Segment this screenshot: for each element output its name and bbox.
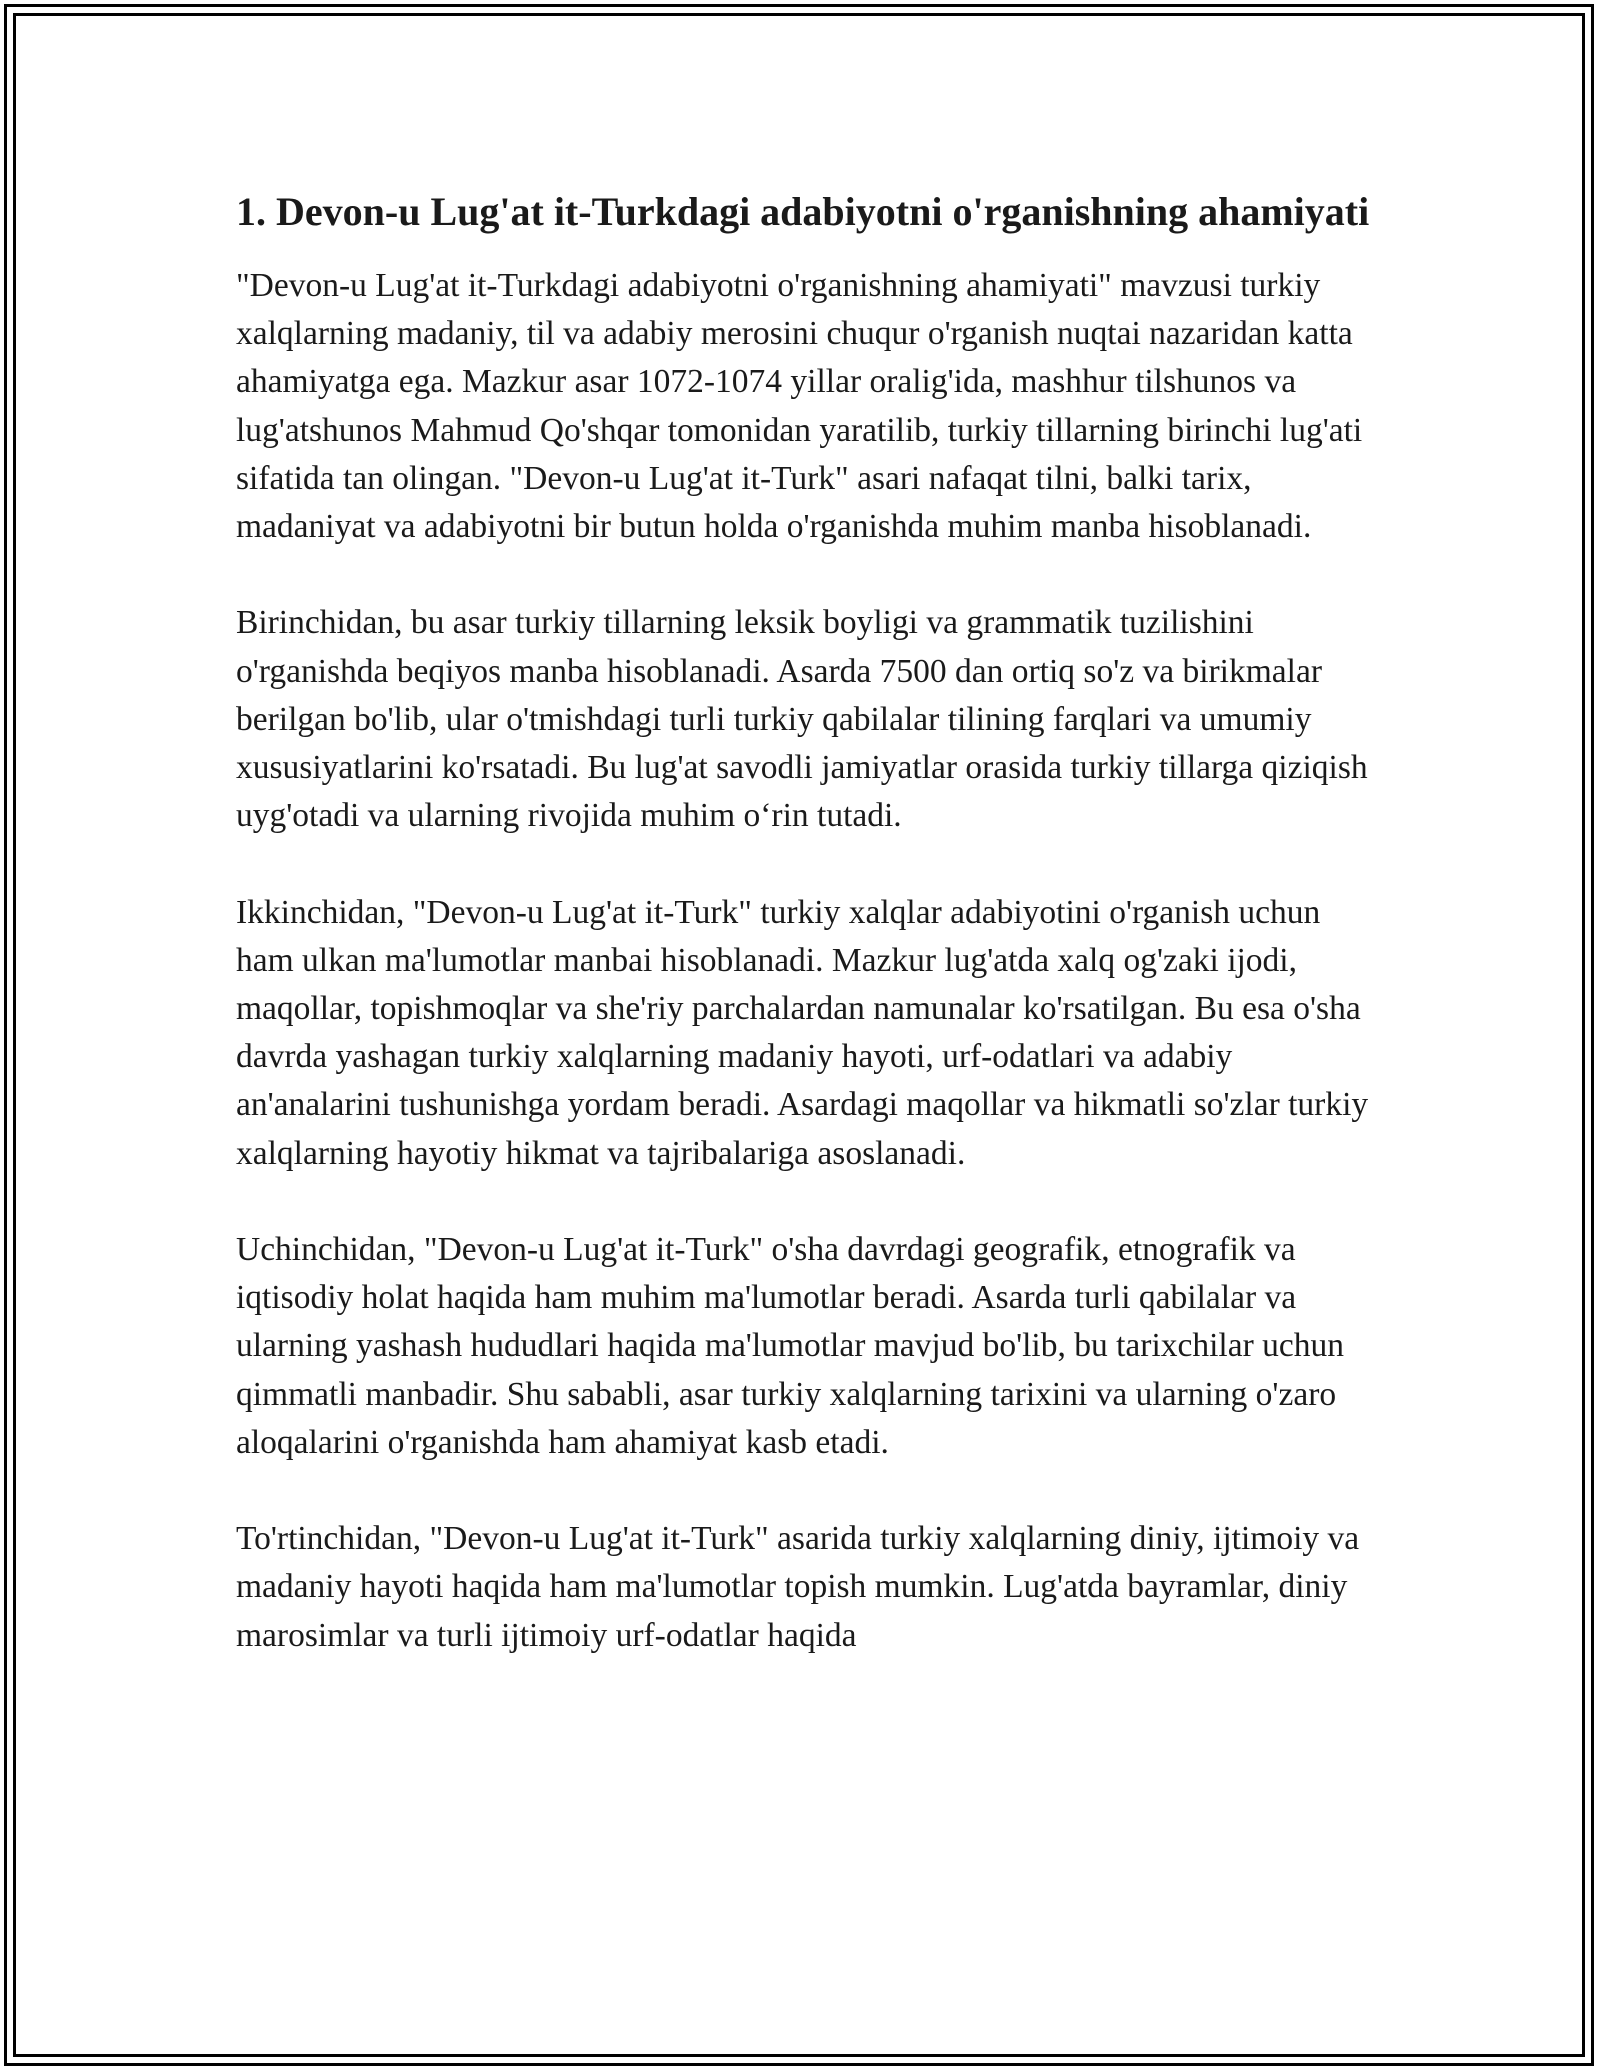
paragraph-third-point: Uchinchidan, "Devon-u Lug'at it-Turk" o'sha davrdagi geografik, etnografik va iqtisodiy holat haqida ham muhim ma'lumotlar beradi. Asarda turli qabilalar va ularning yashash hududlari haqida ma'lumotlar mavjud bo'lib, bu tarixchilar uchun qimmatli manbadir. Shu sababli, asar turkiy xalqlarning tarixini va ularning o'zaro aloqalarini o'rganishda ham ahamiyat kasb etadi. <box>236 1231 1345 1461</box>
paragraph-first-point: Birinchidan, bu asar turkiy tillarning leksik boyligi va grammatik tuzilishini o'rganishda beqiyos manba hisoblanadi. Asarda 7500 dan ortiq so'z va birikmalar berilgan bo'lib, ular o'tmishdagi turli turkiy qabilalar tilining farqlari va umumiy xususiyatlarini ko'rsatadi. Bu lug'at savodli jamiyatlar orasida turkiy tillarga qiziqish uyg'otadi va ularning rivojida muhim o‘rin tutadi. <box>236 604 1368 835</box>
paragraph-intro: "Devon-u Lug'at it-Turkdagi adabiyotni o'rganishning ahamiyati" mavzusi turkiy xalqlarning madaniy, til va adabiy merosini chuqur o'rganish nuqtai nazaridan katta ahamiyatga ega. Mazkur asar 1072-1074 yillar oralig'ida, mashhur tilshunos va lug'atshunos Mahmud Qo'shqar tomonidan yaratilib, turkiy tillarning birinchi lug'ati sifatida tan olingan. "Devon-u Lug'at it-Turk" asari nafaqat tilni, balki tarix, madaniyat va adabiyotni bir butun holda o'rganishda muhim manba hisoblanadi. <box>236 267 1363 546</box>
page-title: 1. Devon-u Lug'at it-Turkdagi adabiyotni o'rganishning ahamiyati <box>236 189 1370 234</box>
paragraph-fourth-point: To'rtinchidan, "Devon-u Lug'at it-Turk" asarida turkiy xalqlarning diniy, ijtimoiy va madaniy hayoti haqida ham ma'lumotlar topish mumkin. Lug'atda bayramlar, diniy marosimlar va turli ijtimoiy urf-odatlar haqida <box>236 1520 1360 1654</box>
document-body <box>236 184 1376 1660</box>
paragraph-second-point: Ikkinchidan, "Devon-u Lug'at it-Turk" turkiy xalqlar adabiyotini o'rganish uchun ham ulkan ma'lumotlar manbai hisoblanadi. Mazkur lug'atda xalq og'zaki ijodi, maqollar, topishmoqlar va she'riy parchalardan namunalar ko'rsatilgan. Bu esa o'sha davrda yashagan turkiy xalqlarning madaniy hayoti, urf-odatlari va adabiy an'analarini tushunishga yordam beradi. Asardagi maqollar va hikmatli so'zlar turkiy xalqlarning hayotiy hikmat va tajribalariga asoslanadi. <box>236 893 1369 1172</box>
